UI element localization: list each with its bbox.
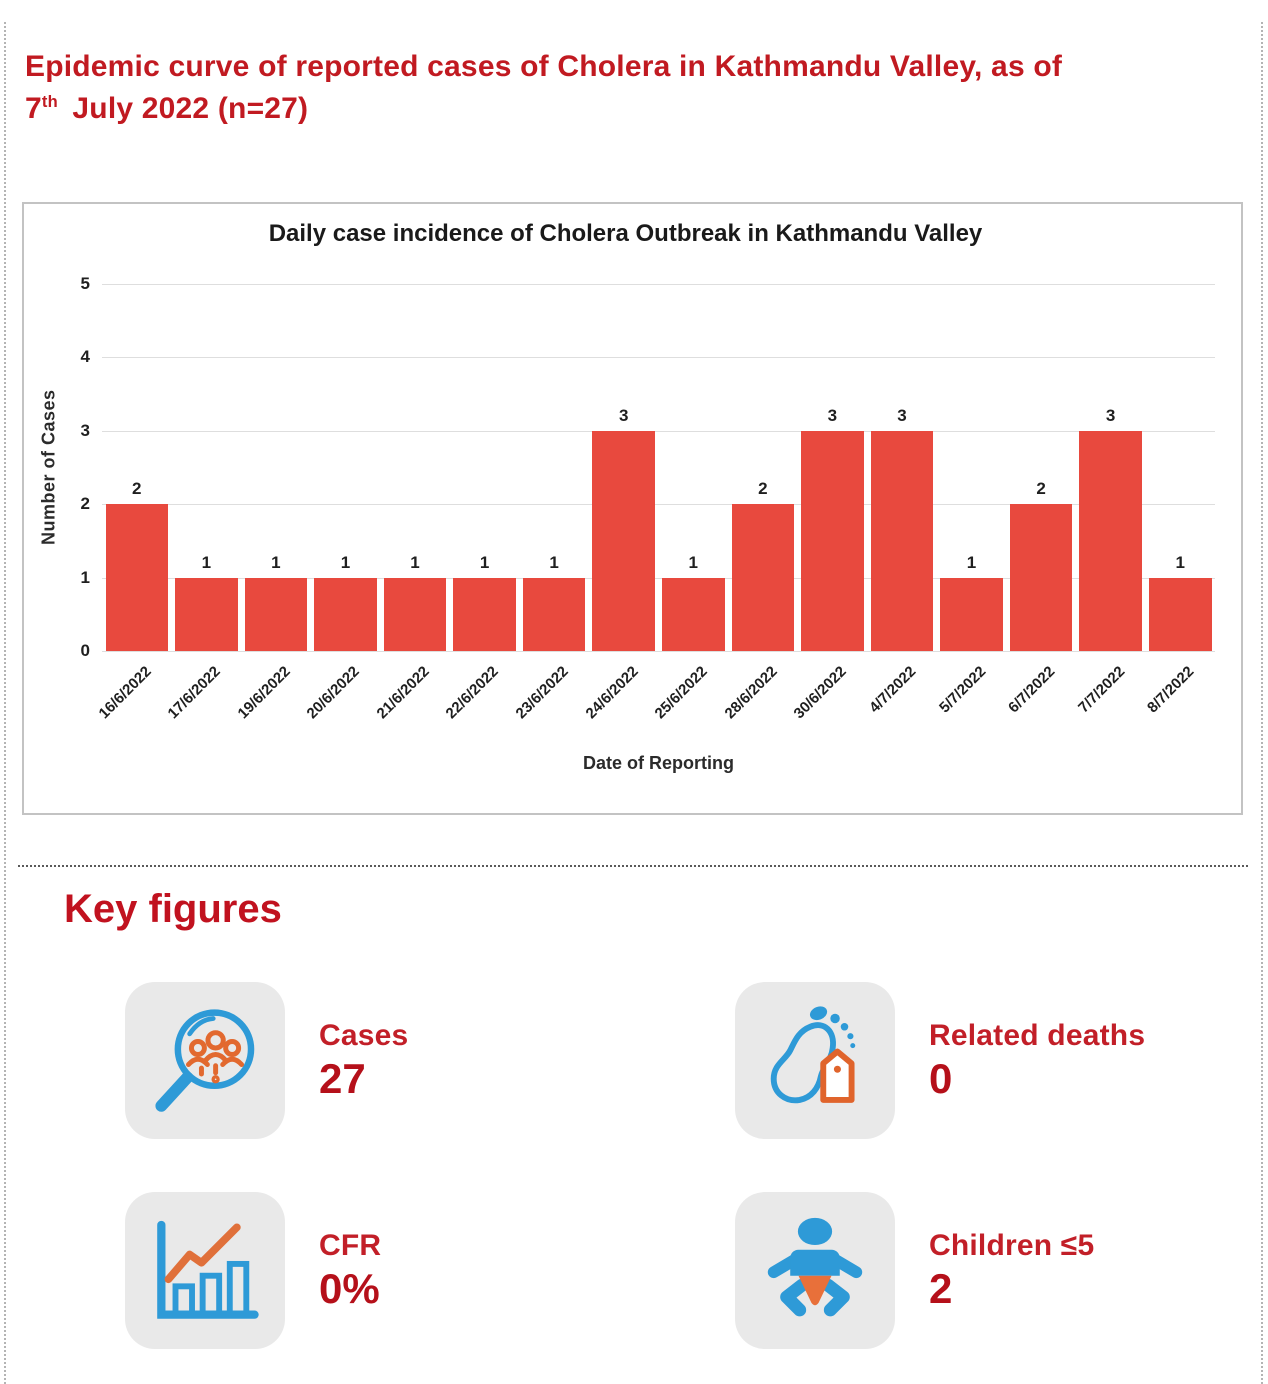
x-tick-cell bbox=[1076, 651, 1146, 751]
y-axis-title: Number of Cases bbox=[38, 389, 59, 546]
left-dotted-border bbox=[4, 22, 6, 1384]
bar bbox=[175, 578, 238, 651]
x-tick-cell bbox=[1145, 651, 1215, 751]
x-tick-cell bbox=[937, 651, 1007, 751]
x-tick-cell bbox=[164, 651, 242, 751]
bar-value-label: 3 bbox=[827, 405, 838, 425]
bar bbox=[592, 431, 655, 651]
bar-slot bbox=[1076, 284, 1146, 651]
y-tick-label: 5 bbox=[80, 274, 90, 293]
bar-value-label: 3 bbox=[897, 405, 907, 425]
bar-value-label: 1 bbox=[688, 552, 699, 572]
x-tick-cell bbox=[582, 651, 659, 751]
y-tick-label: 2 bbox=[80, 494, 90, 514]
bar-slot bbox=[241, 284, 311, 651]
x-tick-label: 23/6/2022 bbox=[512, 663, 572, 723]
x-tick-cell bbox=[442, 651, 520, 751]
bar-slot bbox=[589, 284, 659, 651]
bar-value-label: 2 bbox=[132, 479, 142, 499]
bar bbox=[1149, 578, 1212, 651]
bar-value-label: 1 bbox=[201, 552, 212, 572]
cfr-text bbox=[319, 1229, 381, 1313]
bar-slot bbox=[798, 284, 868, 651]
x-axis-ticks bbox=[95, 651, 1215, 751]
bar-slot bbox=[659, 284, 729, 651]
children-text bbox=[929, 1229, 1094, 1313]
x-tick-label: 30/6/2022 bbox=[790, 663, 851, 723]
key-figure-cfr bbox=[125, 1192, 735, 1349]
bar-value-label: 1 bbox=[410, 552, 420, 572]
epidemic-curve-chart-panel bbox=[22, 202, 1243, 815]
page-title-day-suffix: th bbox=[41, 93, 58, 111]
bar-value-label: 1 bbox=[340, 552, 351, 572]
cfr-icon-box bbox=[125, 1192, 285, 1349]
bar-value-label: 1 bbox=[966, 552, 977, 572]
bar bbox=[106, 504, 169, 651]
children-value: 2 bbox=[929, 1264, 953, 1312]
x-tick-label: 25/6/2022 bbox=[651, 663, 711, 723]
x-tick-label: 22/6/2022 bbox=[442, 663, 503, 723]
bar-slot bbox=[102, 284, 172, 651]
bar bbox=[1079, 431, 1142, 651]
x-tick-cell bbox=[512, 651, 589, 751]
related-deaths-label: Related deaths bbox=[929, 1018, 1146, 1052]
footprint-tag-icon bbox=[755, 1002, 875, 1120]
x-tick-cell bbox=[721, 651, 798, 751]
x-tick-cell bbox=[867, 651, 937, 751]
plot-frame bbox=[95, 284, 1215, 774]
children-label: Children ≤5 bbox=[929, 1228, 1095, 1262]
bar-slot bbox=[172, 284, 242, 651]
bar bbox=[314, 578, 377, 651]
key-figure-related-deaths bbox=[735, 982, 1268, 1139]
cases-label: Cases bbox=[319, 1018, 409, 1052]
cases-text bbox=[319, 1019, 408, 1103]
x-tick-label: 6/7/2022 bbox=[1005, 663, 1059, 717]
y-axis-ticks bbox=[62, 274, 102, 660]
baby-icon bbox=[755, 1212, 875, 1330]
children-icon-box bbox=[735, 1192, 895, 1349]
bar-value-label: 1 bbox=[271, 552, 281, 572]
x-axis-title: Date of Reporting bbox=[583, 753, 734, 773]
plot-area bbox=[102, 284, 1215, 651]
bar-slot bbox=[380, 284, 450, 651]
bar bbox=[1010, 504, 1073, 651]
cases-icon-box bbox=[125, 982, 285, 1139]
y-tick-label: 4 bbox=[80, 347, 90, 367]
x-tick-label: 24/6/2022 bbox=[582, 663, 642, 723]
bar-slot bbox=[311, 284, 381, 651]
bar-value-label: 2 bbox=[1036, 479, 1046, 499]
cases-value: 27 bbox=[319, 1054, 366, 1102]
magnifier-people-icon bbox=[145, 1002, 265, 1120]
bar bbox=[384, 578, 447, 651]
x-tick-label: 5/7/2022 bbox=[935, 663, 990, 717]
bar-slot bbox=[728, 284, 798, 651]
x-tick-label: 20/6/2022 bbox=[303, 663, 364, 723]
bar-value-label: 3 bbox=[1105, 405, 1116, 425]
related-deaths-icon-box bbox=[735, 982, 895, 1139]
x-tick-label: 19/6/2022 bbox=[234, 663, 294, 723]
key-figures-grid bbox=[125, 982, 1268, 1349]
bars-layer bbox=[102, 284, 1215, 651]
x-tick-cell bbox=[234, 651, 311, 751]
x-tick-label: 17/6/2022 bbox=[164, 663, 224, 723]
bar bbox=[453, 578, 516, 651]
x-tick-cell bbox=[303, 651, 381, 751]
bar-slot bbox=[937, 284, 1007, 651]
page-title bbox=[25, 46, 1238, 130]
x-tick-label: 28/6/2022 bbox=[721, 663, 781, 723]
cfr-value: 0% bbox=[319, 1264, 380, 1312]
bar-value-label: 3 bbox=[618, 405, 629, 425]
plot-grid bbox=[36, 274, 1215, 774]
bar-slot bbox=[519, 284, 589, 651]
bar bbox=[732, 504, 795, 651]
x-tick-cell bbox=[1006, 651, 1076, 751]
related-deaths-text bbox=[929, 1019, 1145, 1103]
page-title-line2: July 2022 (n=27) bbox=[63, 92, 309, 125]
bar-slot bbox=[867, 284, 937, 651]
bar-chart-trend-icon bbox=[145, 1212, 265, 1330]
bar bbox=[871, 431, 934, 651]
related-deaths-value: 0 bbox=[929, 1054, 953, 1102]
section-divider bbox=[18, 865, 1248, 867]
x-tick-cell bbox=[790, 651, 868, 751]
bar-slot bbox=[450, 284, 520, 651]
x-tick-label: 21/6/2022 bbox=[373, 663, 433, 723]
x-tick-label: 16/6/2022 bbox=[95, 663, 155, 723]
x-tick-cell bbox=[95, 651, 172, 751]
bar-value-label: 1 bbox=[549, 552, 559, 572]
bar bbox=[523, 578, 586, 651]
bar-slot bbox=[1006, 284, 1076, 651]
bar-value-label: 1 bbox=[1175, 552, 1185, 572]
right-dotted-border bbox=[1261, 22, 1263, 1384]
chart-title: Daily case incidence of Cholera Outbreak in Kathmandu Valley bbox=[268, 220, 983, 247]
y-tick-label: 3 bbox=[80, 420, 90, 440]
y-tick-label: 1 bbox=[80, 567, 90, 587]
bar-value-label: 2 bbox=[758, 479, 768, 499]
x-tick-cell bbox=[651, 651, 729, 751]
x-tick-label: 7/7/2022 bbox=[1074, 663, 1129, 717]
bar-slot bbox=[1145, 284, 1215, 651]
page-title-day: 7 bbox=[25, 92, 42, 125]
bar bbox=[245, 578, 308, 651]
y-tick-label: 0 bbox=[80, 641, 90, 660]
cfr-label: CFR bbox=[319, 1228, 382, 1262]
x-tick-label: 8/7/2022 bbox=[1144, 663, 1198, 717]
page-title-line1: Epidemic curve of reported cases of Cholera in Kathmandu Valley, as of bbox=[25, 50, 1063, 83]
key-figure-cases bbox=[125, 982, 735, 1139]
key-figure-children bbox=[735, 1192, 1268, 1349]
x-tick-cell bbox=[373, 651, 450, 751]
bar bbox=[940, 578, 1003, 651]
key-figures-heading: Key figures bbox=[64, 887, 282, 931]
bar bbox=[801, 431, 864, 651]
bar-value-label: 1 bbox=[479, 552, 490, 572]
x-tick-label: 4/7/2022 bbox=[866, 663, 920, 717]
bar bbox=[662, 578, 725, 651]
